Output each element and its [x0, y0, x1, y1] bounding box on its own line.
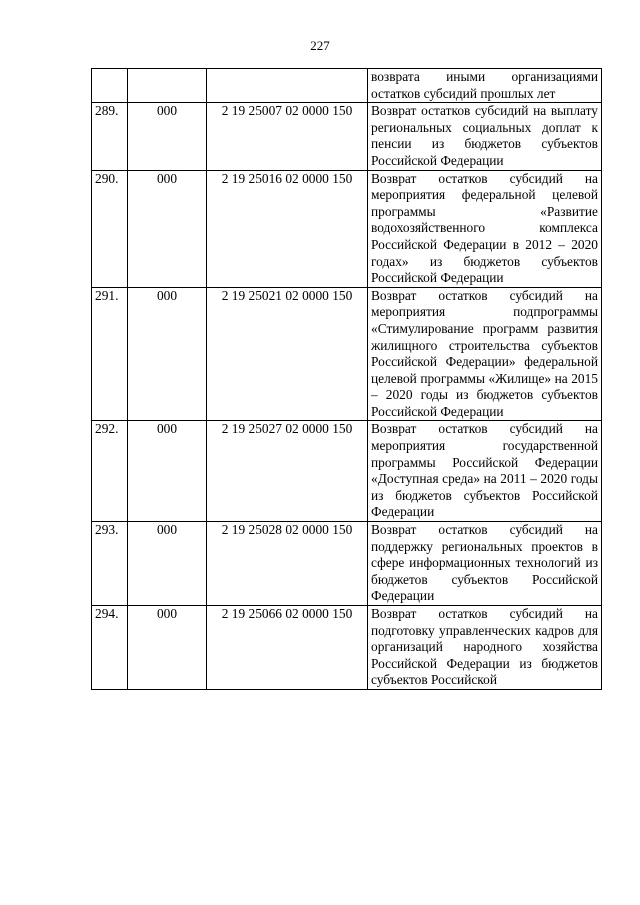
row-number: 290. [92, 170, 128, 287]
admin-code: 000 [128, 103, 207, 170]
income-code: 2 19 25021 02 0000 150 [207, 287, 368, 421]
income-code: 2 19 25016 02 0000 150 [207, 170, 368, 287]
admin-code: 000 [128, 421, 207, 522]
table-row [92, 103, 602, 170]
admin-code: 000 [128, 287, 207, 421]
income-name: Возврат остатков субсидий на подготовку управленческих кадров для организаций народного хозяйства Российской Федерации из бюджетов субъектов Российской [368, 606, 602, 690]
table-row [92, 606, 602, 690]
income-code: 2 19 25027 02 0000 150 [207, 421, 368, 522]
income-name: Возврат остатков субсидий на мероприятия подпрограммы «Стимулирование программ развития жилищного строительства субъектов Российской Федерации» федеральной целевой программы «Жилище» на 2015 – 2020 годы из бюджетов субъектов Российской Федерации [368, 287, 602, 421]
table-row [92, 170, 602, 287]
row-number: 293. [92, 522, 128, 606]
income-name: Возврат остатков субсидий на мероприятия федеральной целевой программы «Развитие водохозяйственного комплекса Российской Федерации в 2012 – 2020 годах» из бюджетов субъектов Российской Федерации [368, 170, 602, 287]
table-row [92, 421, 602, 522]
table-row-continuation [92, 69, 602, 103]
budget-classification-table [91, 68, 602, 690]
income-name: возврата иными организациями остатков субсидий прошлых лет [368, 69, 602, 103]
income-name: Возврат остатков субсидий на поддержку региональных проектов в сфере информационных технологий из бюджетов субъектов Российской Федерации [368, 522, 602, 606]
admin-code: 000 [128, 170, 207, 287]
page-number: 227 [310, 38, 330, 53]
table-row [92, 287, 602, 421]
income-code: 2 19 25028 02 0000 150 [207, 522, 368, 606]
income-code: 2 19 25007 02 0000 150 [207, 103, 368, 170]
admin-code [128, 69, 207, 103]
income-name: Возврат остатков субсидий на мероприятия государственной программы Российской Федерации «Доступная среда» на 2011 – 2020 годы из бюджетов субъектов Российской Федерации [368, 421, 602, 522]
table-row [92, 522, 602, 606]
row-number: 289. [92, 103, 128, 170]
admin-code: 000 [128, 606, 207, 690]
row-number: 291. [92, 287, 128, 421]
income-code: 2 19 25066 02 0000 150 [207, 606, 368, 690]
admin-code: 000 [128, 522, 207, 606]
income-code [207, 69, 368, 103]
income-name: Возврат остатков субсидий на выплату региональных социальных доплат к пенсии из бюджетов субъектов Российской Федерации [368, 103, 602, 170]
row-number: 294. [92, 606, 128, 690]
row-number: 292. [92, 421, 128, 522]
row-number [92, 69, 128, 103]
